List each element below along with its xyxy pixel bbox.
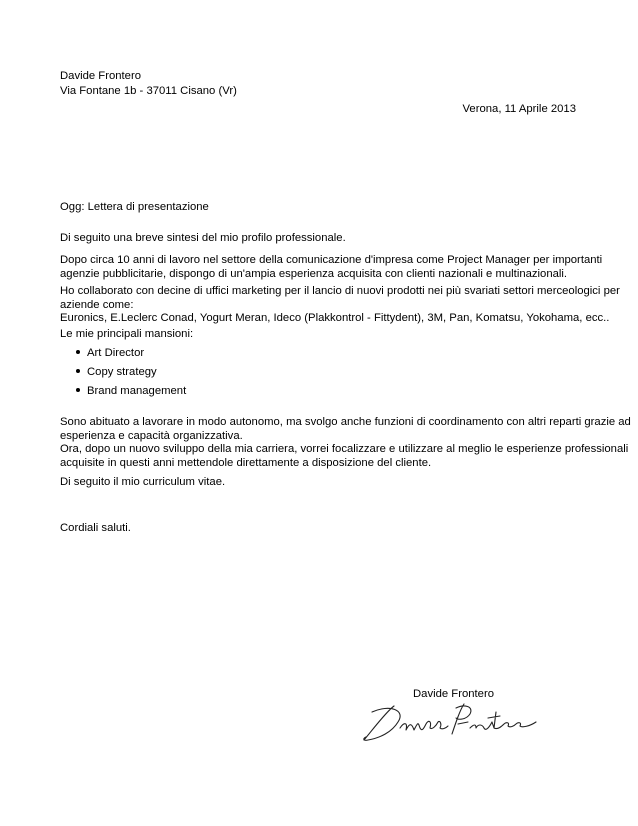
handwritten-signature	[360, 698, 540, 746]
paragraph-line: aziende come:	[60, 298, 134, 311]
list-item-label: Brand management	[87, 385, 187, 397]
paragraph-experience	[60, 254, 603, 281]
sender-address: Via Fontane 1b - 37011 Cisano (Vr)	[60, 85, 237, 97]
paragraph-line: Ho collaborato con decine di uffici marketing per il lancio di nuovi prodotti nei più svariati settori merceologici per	[60, 285, 620, 297]
list-item-label: Copy strategy	[87, 366, 157, 378]
duties-heading: Le mie principali mansioni:	[60, 328, 194, 340]
intro-sentence: Di seguito una breve sintesi del mio profilo professionale.	[60, 232, 346, 244]
paragraph-line: Dopo circa 10 anni di lavoro nel settore della comunicazione d'impresa come Project Manager per importanti	[60, 254, 603, 266]
paragraph-skills	[60, 416, 631, 470]
place-date: Verona, 11 Aprile 2013	[462, 103, 576, 115]
bullet-icon	[76, 388, 80, 392]
signature-name: Davide Frontero	[413, 688, 494, 700]
paragraph-line: Sono abituato a lavorare in modo autonomo, ma svolgo anche funzioni di coordinamento con altri reparti grazie ad	[60, 416, 631, 428]
paragraph-line: Euronics, E.Leclerc Conad, Yogurt Meran, Ideco (Plakkontrol - Fittydent), 3M, Pan, Komatsu, Yokohama, ecc..	[60, 312, 610, 324]
bullet-icon	[76, 369, 80, 373]
paragraph-clients	[60, 285, 620, 326]
paragraph-line: Ora, dopo un nuovo sviluppo della mia carriera, vorrei focalizzare e utilizzare al meglio le esperienze professionali	[60, 443, 629, 455]
paragraph-line: agenzie pubblicitarie, dispongo di un'ampia esperienza acquisita con clienti nazionali e multinazionali.	[60, 267, 568, 280]
paragraph-line: esperienza e capacità organizzativa.	[60, 429, 243, 442]
closing-salutation: Cordiali saluti.	[60, 522, 131, 534]
subject-line: Ogg: Lettera di presentazione	[60, 201, 209, 213]
paragraph-line: acquisite in questi anni mettendole direttamente a disposizione del cliente.	[60, 456, 432, 469]
bullet-icon	[76, 350, 80, 354]
list-item	[76, 366, 157, 380]
list-item	[76, 347, 144, 361]
list-item	[76, 385, 186, 399]
sender-name: Davide Frontero	[60, 70, 141, 82]
list-item-label: Art Director	[87, 347, 145, 359]
cv-note: Di seguito il mio curriculum vitae.	[60, 476, 226, 488]
